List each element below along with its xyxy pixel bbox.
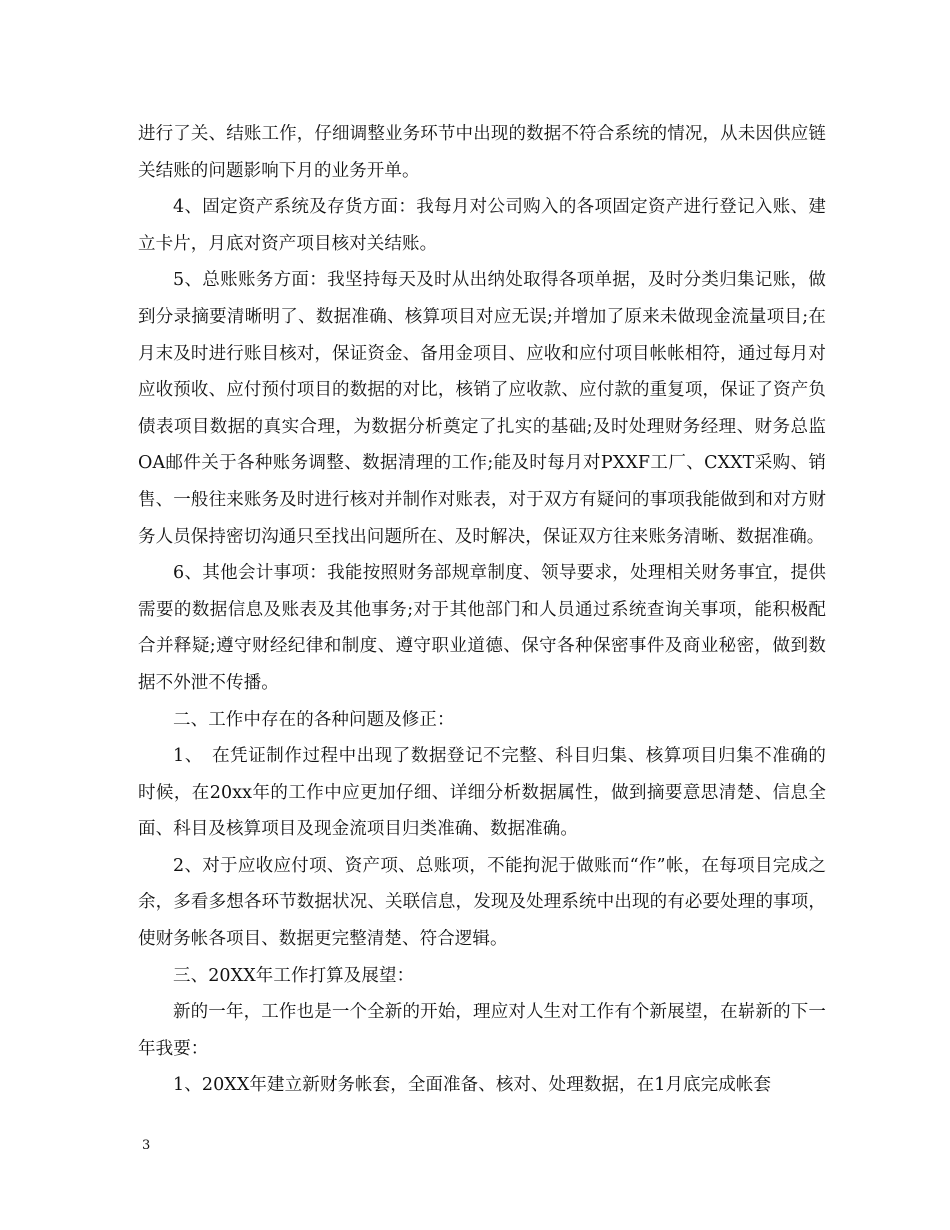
paragraph: 6、其他会计事项：我能按照财务部规章制度、领导要求，处理相关财务事宜，提供需要的数据信息及账表及其他事务;对于其他部门和人员通过系统查询关事项，能积极配合并释疑;遵守财经纪律和制度、遵守职业道德、保守各种保密事件及商业秘密，做到数据不外泄不传播。: [138, 563, 826, 693]
paragraph: 2、对于应收应付项、资产项、总账项，不能拘泥于做账而“作”帐，在每项目完成之余，多看多想各环节数据状况、关联信息，发现及处理系统中出现的有必要处理的事项，使财务帐各项目、数据更完整清楚、符合逻辑。: [138, 855, 826, 950]
paragraph: 1、 在凭证制作过程中出现了数据登记不完整、科目归集、核算项目归集不准确的时候，在20xx年的工作中应更加仔细、详细分析数据属性，做到摘要意思清楚、信息全面、科目及核算项目及现金流项目归类准确、数据准确。: [138, 746, 826, 840]
paragraph: 新的一年，工作也是一个全新的开始，理应对人生对工作有个新展望，在崭新的下一年我要：: [138, 1002, 826, 1059]
paragraph: 1、20XX年建立新财务帐套，全面准备、核对、处理数据，在1月底完成帐套: [173, 1075, 772, 1096]
paragraph: 4、固定资产系统及存货方面：我每月对公司购入的各项固定资产进行登记入账、建立卡片，月底对资产项目核对关结账。: [138, 197, 826, 254]
section-heading: 二、工作中存在的各种问题及修正：: [173, 709, 455, 730]
section-heading: 三、20XX年工作打算及展望：: [173, 965, 415, 986]
paragraph: 5、总账账务方面：我坚持每天及时从出纳处取得各项单据，及时分类归集记账，做到分录摘要清晰明了、数据准确、核算项目对应无误;并增加了原来未做现金流量项目;在月末及时进行账目核对，保证资金、备用金项目、应收和应付项目帐帐相符，通过每月对应收预收、应付预付项目的数据的对比，核销了应收款、应付款的重复项，保证了资产负债表项目数据的真实合理，为数据分析奠定了扎实的基础;及时处理财务经理、财务总监OA邮件关于各种账务调整、数据清理的工作;能及时每月对PXXF工厂、CXXT采购、销售、一般往来账务及时进行核对并制作对账表，对于双方有疑问的事项我能做到和对方财务人员保持密切沟通只至找出问题所在、及时解决，保证双方往来账务清晰、数据准确。: [138, 270, 826, 547]
document-body: [138, 116, 826, 1104]
paragraph: 进行了关、结账工作，仔细调整业务环节中出现的数据不符合系统的情况，从未因供应链关结账的问题影响下月的业务开单。: [138, 124, 826, 181]
page-number: 3: [142, 1138, 151, 1153]
